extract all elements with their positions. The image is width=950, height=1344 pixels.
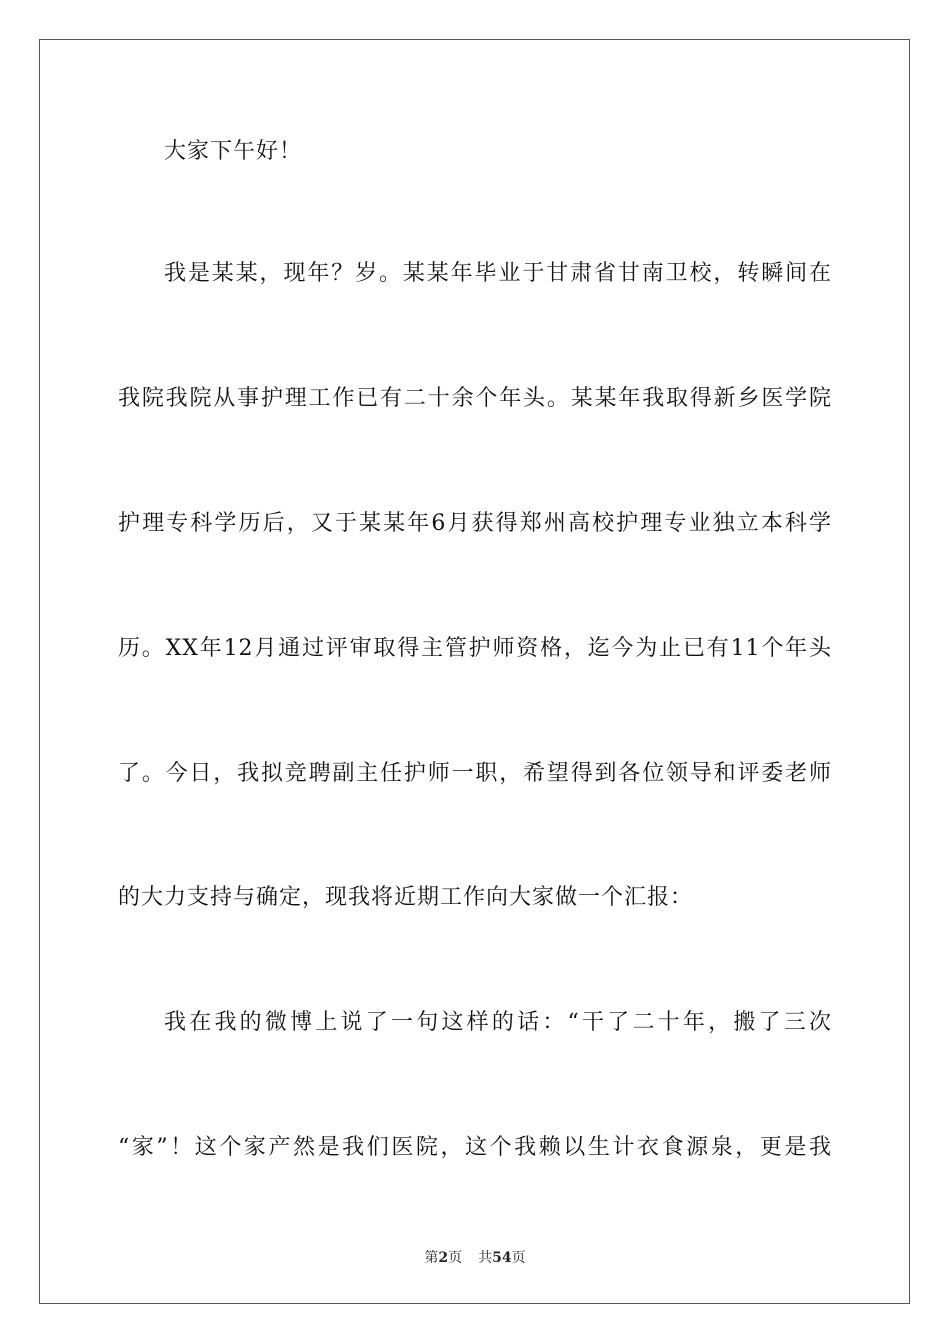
- footer-total-suffix: 页: [511, 1250, 526, 1266]
- footer-page-prefix: 第: [424, 1250, 439, 1266]
- page-border: [39, 39, 910, 1304]
- paragraph-line: 的大力支持与确定，现我将近期工作向大家做一个汇报：: [118, 885, 694, 910]
- footer-total-pages: 54: [492, 1250, 512, 1266]
- paragraph-line: “家”！这个家产然是我们医院，这个我赖以生计衣食源泉，更是我: [118, 1135, 832, 1160]
- footer-page-suffix: 页: [448, 1250, 463, 1266]
- footer-page-number: 2: [438, 1250, 449, 1266]
- paragraph-line: 我在我的微博上说了一句这样的话：“干了二十年，搬了三次: [164, 1010, 832, 1035]
- paragraph-line: 了。今日，我拟竞聘副主任护师一职，希望得到各位领导和评委老师: [118, 761, 832, 786]
- paragraph-line: 我是某某，现年？岁。某某年毕业于甘肃省甘南卫校，转瞬间在: [164, 261, 832, 286]
- footer-total-prefix: 共: [478, 1250, 493, 1266]
- page-footer: [0, 1247, 950, 1267]
- paragraph-line: 大家下午好！: [164, 139, 303, 164]
- paragraph-line: 我院我院从事护理工作已有二十余个年头。某某年我取得新乡医学院: [118, 386, 832, 411]
- paragraph-line: 历。XX年12月通过评审取得主管护师资格，迄今为止已有11个年头: [118, 636, 832, 661]
- paragraph-line: 护理专科学历后，又于某某年6月获得郑州高校护理专业独立本科学: [118, 511, 832, 536]
